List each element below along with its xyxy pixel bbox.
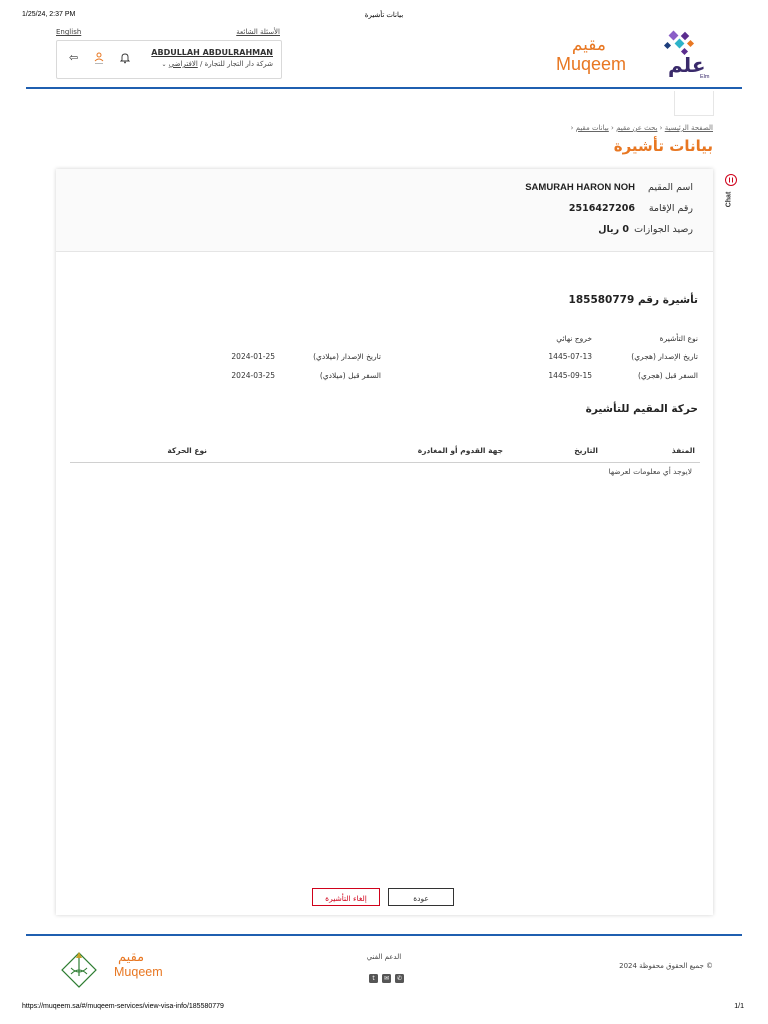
balance-label: رصيد الجوازات xyxy=(634,224,693,235)
table-header-divider xyxy=(70,462,700,463)
resident-name: SAMURAH HARON NOH xyxy=(525,182,635,193)
visa-type: خروج نهائي xyxy=(556,334,592,343)
cancel-visa-button[interactable]: إلغاء التأشيرة xyxy=(312,888,380,906)
visa-type-label: نوع التأشيرة xyxy=(659,334,698,343)
footer-divider xyxy=(26,934,742,936)
footer-logo[interactable] xyxy=(114,951,174,980)
page-title: بيانات تأشيرة xyxy=(613,137,713,155)
faq-link[interactable]: الأسئلة الشائعة xyxy=(236,28,280,36)
footer-logo-ar: مقيم xyxy=(118,950,145,965)
elm-logo-en: Elm xyxy=(700,74,710,80)
muqeem-logo-en: Muqeem xyxy=(556,54,627,74)
empty-widget xyxy=(674,91,714,116)
breadcrumb-separator-icon: ‹ xyxy=(608,124,614,132)
back-button[interactable]: عودة xyxy=(388,888,454,906)
travel-hijri: 1445-09-15 xyxy=(548,371,592,380)
email-icon[interactable]: ✉ xyxy=(383,975,390,982)
saudi-emblem-icon xyxy=(58,946,100,988)
visa-card xyxy=(56,169,713,915)
bell-icon[interactable] xyxy=(120,49,130,61)
print-doc-title: بيانات تأشيرة xyxy=(364,12,404,19)
breadcrumb-search[interactable]: بحث عن مقيم xyxy=(616,124,658,132)
footer-logo-en: Muqeem xyxy=(114,965,163,979)
iqama-number: 2516427206 xyxy=(568,203,635,214)
issue-hijri: 1445-07-13 xyxy=(548,352,592,361)
issue-gregorian: 2024-01-25 xyxy=(231,352,275,361)
users-icon[interactable] xyxy=(94,50,104,64)
user-name[interactable]: ABDULLAH ABDULRAHMAN xyxy=(151,48,273,57)
breadcrumb-separator-icon: ‹ xyxy=(570,124,574,132)
phone-icon[interactable]: ✆ xyxy=(396,975,403,982)
twitter-icon[interactable]: t xyxy=(369,974,378,983)
print-url: https://muqeem.sa/#/muqeem-services/view-visa-info/185580779 xyxy=(22,1003,224,1010)
company-name: شركة دار التجار للتجارة / xyxy=(200,60,273,68)
breadcrumb-separator-icon: ‹ xyxy=(657,124,663,132)
column-date: التاريخ xyxy=(574,446,598,455)
english-link[interactable]: English xyxy=(56,28,82,36)
user-box xyxy=(56,40,282,79)
elm-logo-ar: علم xyxy=(668,53,706,77)
breadcrumb-resident[interactable]: بيانات مقيم xyxy=(575,124,609,132)
movement-heading: حركة المقيم للتأشيرة xyxy=(585,403,698,415)
chat-button[interactable] xyxy=(721,172,741,212)
visa-heading: تأشيرة رقم 185580779 xyxy=(568,294,698,306)
column-origin-destination: جهة القدوم أو المغادرة xyxy=(417,446,503,455)
iqama-label: رقم الإقامة xyxy=(648,203,693,214)
travel-gregorian: 2024-03-25 xyxy=(231,371,275,380)
elm-logo xyxy=(660,30,715,82)
header-divider xyxy=(26,87,742,89)
issue-gregorian-label: تاريخ الإصدار (ميلادي) xyxy=(313,352,381,361)
chat-label: Chat xyxy=(725,191,733,208)
column-port: المنفذ xyxy=(671,446,695,455)
default-label: الافتراضي xyxy=(168,60,198,68)
travel-hijri-label: السفر قبل (هجري) xyxy=(638,371,698,380)
empty-table-message: لايوجد أي معلومات لعرضها xyxy=(608,467,692,476)
travel-gregorian-label: السفر قبل (ميلادي) xyxy=(319,371,381,380)
muqeem-logo-ar: مقيم xyxy=(571,35,606,55)
balance-value: 0 ريال xyxy=(598,224,629,235)
resident-name-label: اسم المقيم xyxy=(648,182,693,193)
breadcrumb xyxy=(571,124,713,132)
chevron-down-icon: ⌄ xyxy=(161,61,167,68)
logout-icon[interactable]: ⇦ xyxy=(69,51,79,64)
issue-hijri-label: تاريخ الإصدار (هجري) xyxy=(631,352,698,361)
support-label: الدعم الفني xyxy=(366,953,402,961)
copyright: © جميع الحقوق محفوظة 2024 xyxy=(619,962,713,970)
chat-icon xyxy=(724,173,738,187)
print-datetime: 1/25/24, 2:37 PM xyxy=(22,11,76,18)
company-selector[interactable] xyxy=(162,60,273,68)
print-page-number: 1/1 xyxy=(734,1003,744,1010)
column-movement-type: نوع الحركة xyxy=(167,446,207,455)
muqeem-logo[interactable] xyxy=(556,35,627,74)
breadcrumb-home[interactable]: الصفحة الرئيسية xyxy=(664,124,713,132)
support-icons xyxy=(369,965,404,984)
